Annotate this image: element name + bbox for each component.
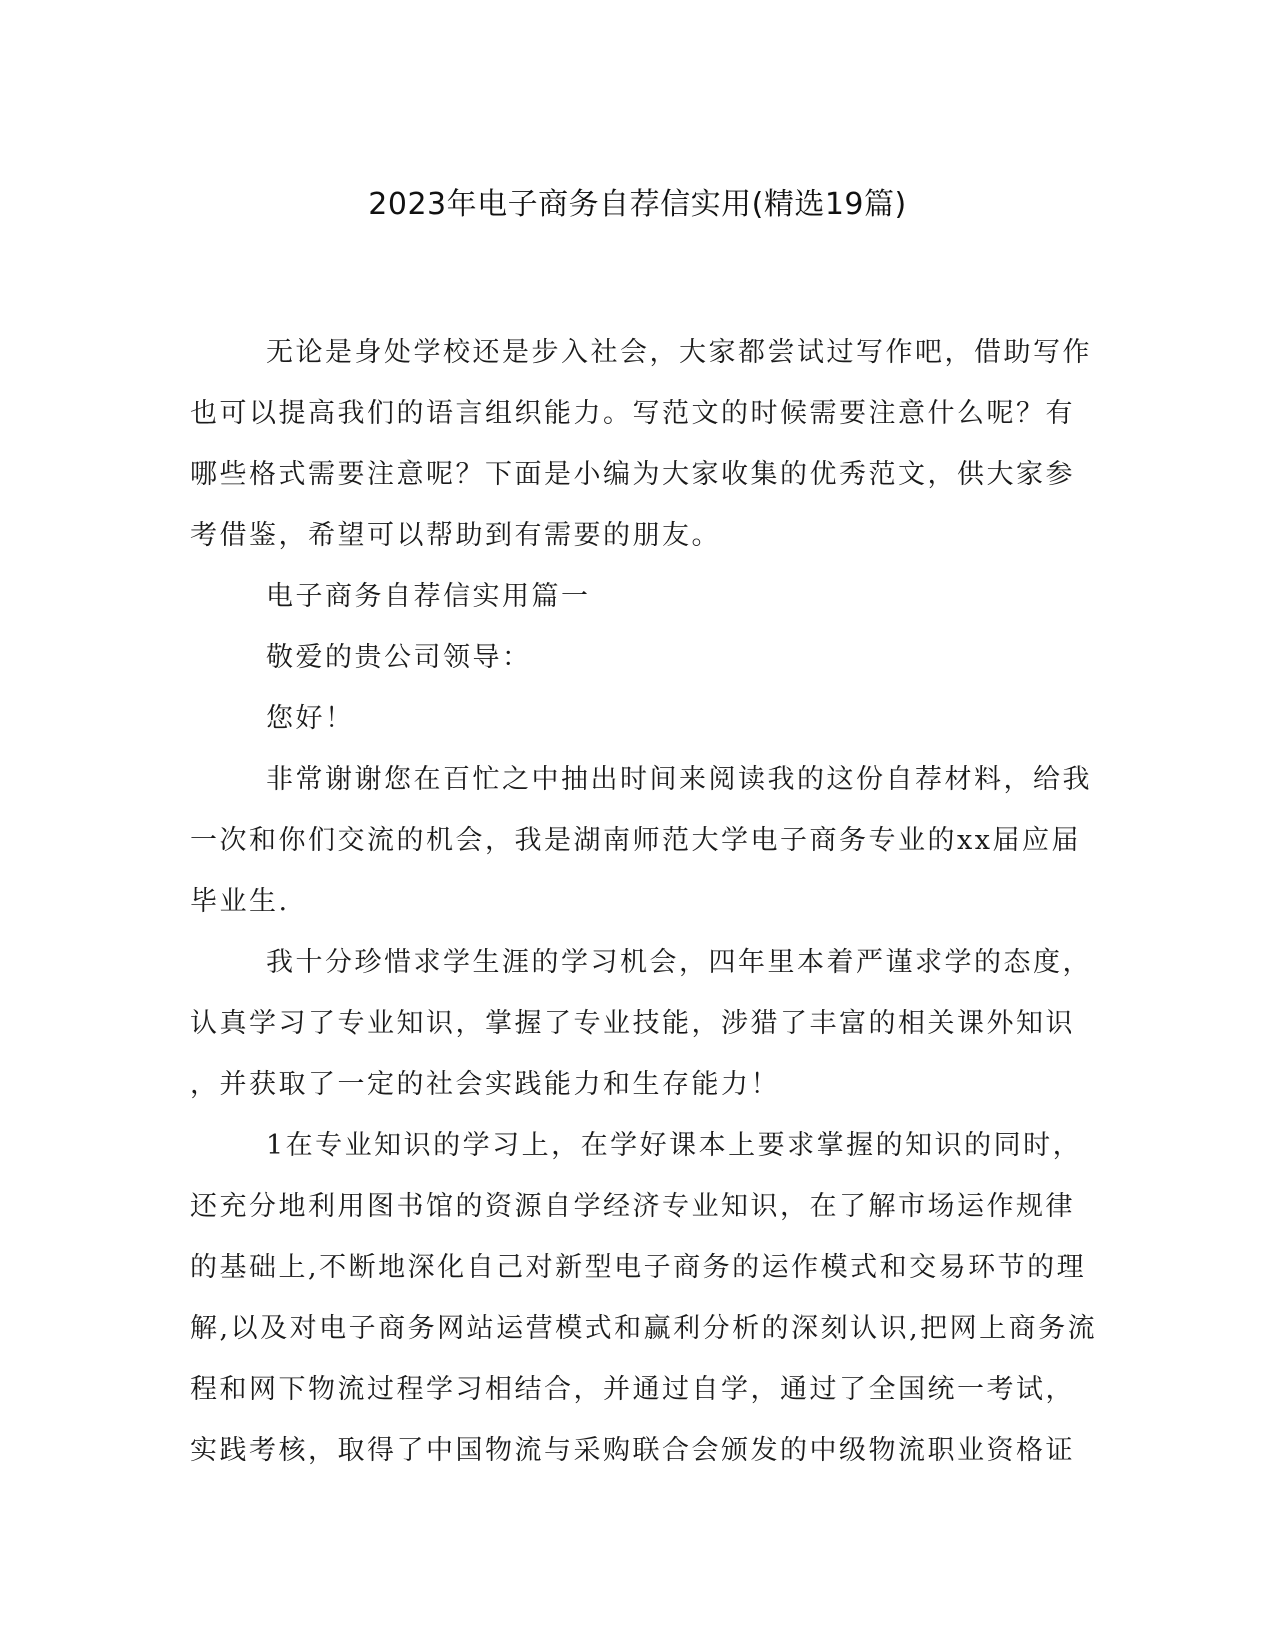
greeting xyxy=(190,688,1078,749)
text-line: 我十分珍惜求学生涯的学习机会，四年里本着严谨求学的态度， xyxy=(266,947,1092,978)
text-line: 还充分地利用图书馆的资源自学经济专业知识，在了解市场运作规律 xyxy=(190,1191,1075,1222)
text-line: 解,以及对电子商务网站运营模式和赢利分析的深刻认识,把网上商务流 xyxy=(190,1313,1098,1344)
paragraph-intro xyxy=(190,322,1092,566)
text-line: 认真学习了专业知识，掌握了专业技能，涉猎了丰富的相关课外知识 xyxy=(190,1008,1075,1039)
document-title: 2023年电子商务自荐信实用(精选19篇) xyxy=(368,187,907,222)
salutation xyxy=(190,627,1078,688)
text-line: 非常谢谢您在百忙之中抽出时间来阅读我的这份自荐材料，给我 xyxy=(266,764,1092,795)
text-line: 实践考核，取得了中国物流与采购联合会颁发的中级物流职业资格证 xyxy=(190,1435,1075,1466)
text-line: 的基础上,不断地深化自己对新型电子商务的运作模式和交易环节的理 xyxy=(190,1252,1087,1283)
text-line: 无论是身处学校还是步入社会，大家都尝试过写作吧，借助写作 xyxy=(266,337,1092,368)
section-heading xyxy=(190,566,1078,627)
text-line: 毕业生. xyxy=(190,886,290,917)
text-line: 哪些格式需要注意呢？下面是小编为大家收集的优秀范文，供大家参 xyxy=(190,459,1075,490)
document-body xyxy=(190,322,1098,1481)
text-line: 电子商务自荐信实用篇一 xyxy=(266,581,591,612)
paragraph-study xyxy=(190,932,1092,1115)
text-line: 一次和你们交流的机会，我是湖南师范大学电子商务专业的xx届应届 xyxy=(190,825,1081,856)
text-line: 程和网下物流过程学习相结合，并通过自学，通过了全国统一考试， xyxy=(190,1374,1075,1405)
text-line: 考借鉴，希望可以帮助到有需要的朋友。 xyxy=(190,520,721,551)
paragraph-knowledge xyxy=(190,1115,1098,1481)
text-line: ，并获取了一定的社会实践能力和生存能力！ xyxy=(190,1069,780,1100)
text-line: 1在专业知识的学习上，在学好课本上要求掌握的知识的同时， xyxy=(266,1130,1083,1161)
paragraph-thanks xyxy=(190,749,1092,932)
text-line: 也可以提高我们的语言组织能力。写范文的时候需要注意什么呢？有 xyxy=(190,398,1075,429)
text-line: 您好！ xyxy=(266,703,355,734)
text-line: 敬爱的贵公司领导： xyxy=(266,642,532,673)
